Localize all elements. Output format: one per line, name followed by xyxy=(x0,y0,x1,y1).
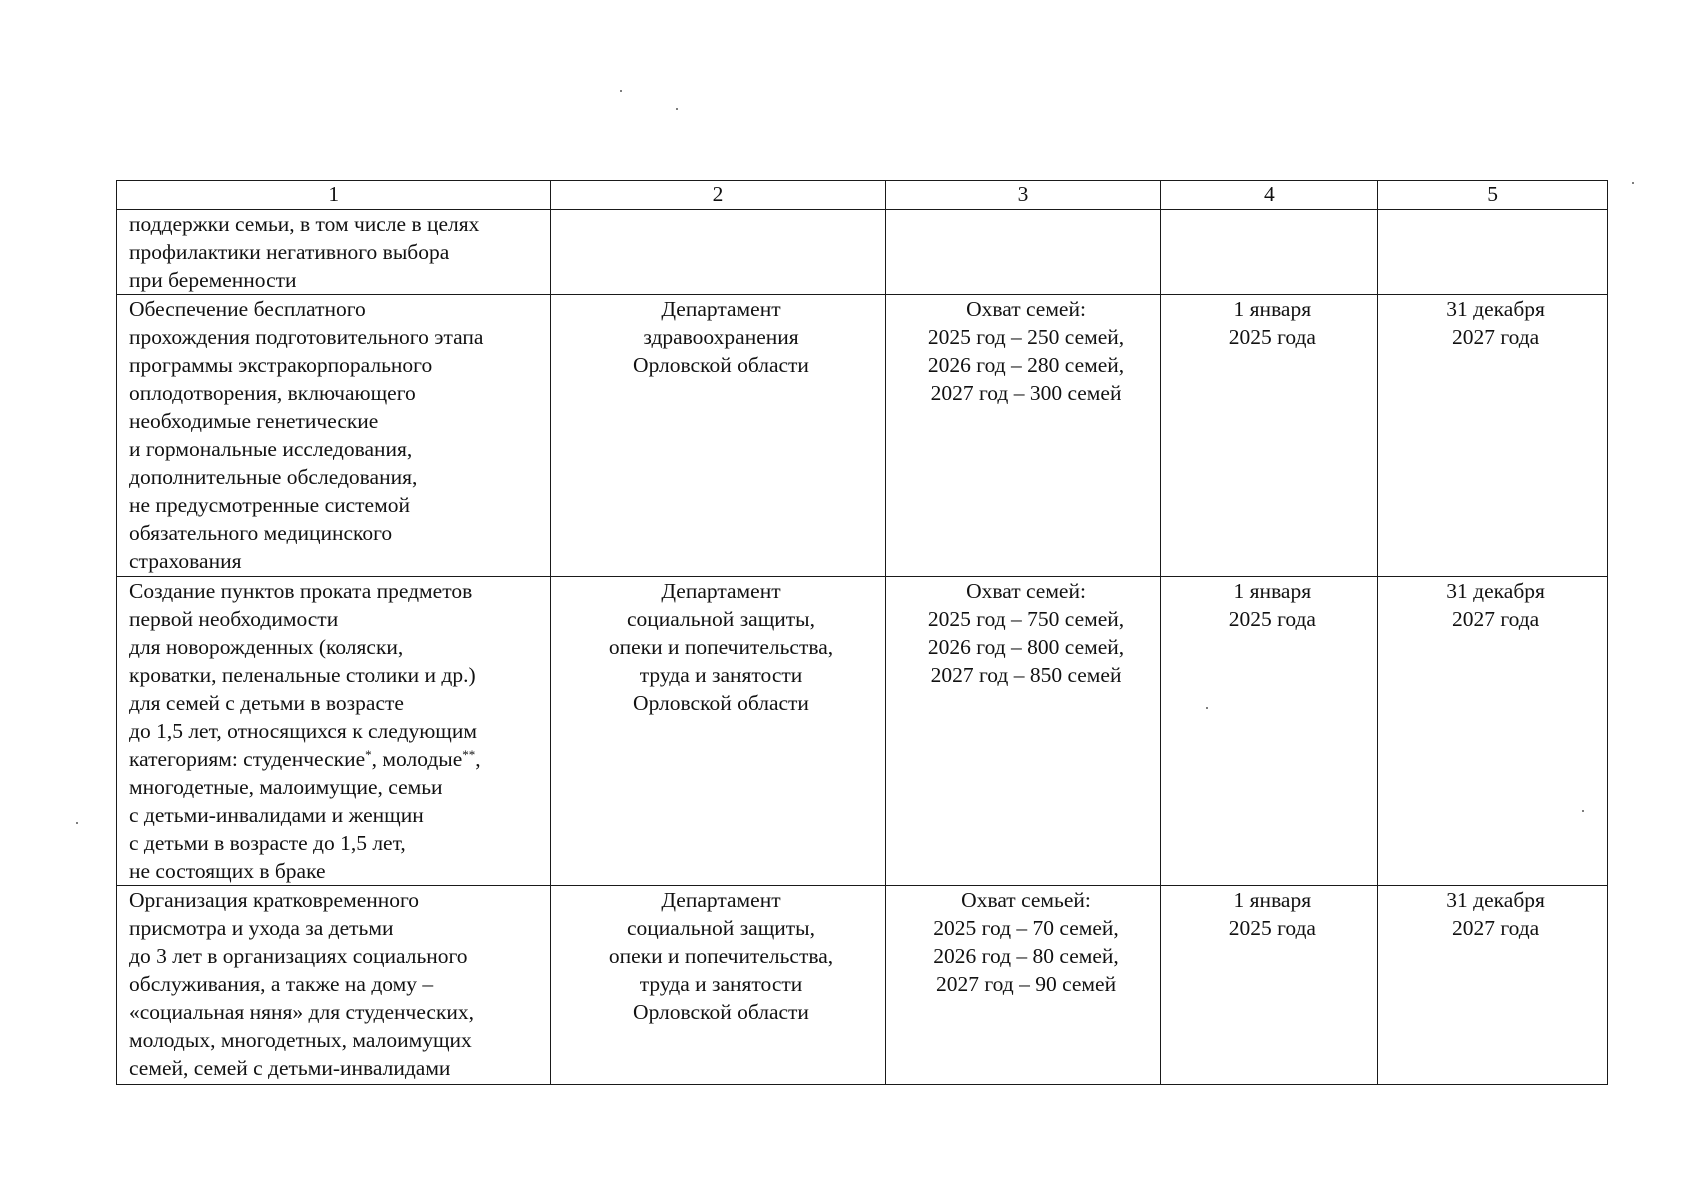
scan-speck xyxy=(1632,182,1634,184)
responsible-cell: Департамент социальной защиты, опеки и попечительства, труда и занятости Орловской области xyxy=(551,886,885,1085)
measure-text-cell: поддержки семьи, в том числе в целях профилактики негативного выбора при беременности xyxy=(117,210,551,295)
scan-speck xyxy=(76,822,78,824)
start-date-cell: 1 января 2025 года xyxy=(1161,886,1378,1085)
measure-text-part: , многодетные, малоимущие, семьи с детьми-инвалидами и женщин с детьми в возрасте до 1,5 лет, не состоящих в браке xyxy=(129,747,481,883)
start-date-cell xyxy=(1161,210,1378,295)
table-header-row xyxy=(117,181,1608,210)
column-number-2: 2 xyxy=(551,181,885,210)
table-row xyxy=(117,295,1608,577)
start-date-cell: 1 января 2025 года xyxy=(1161,577,1378,886)
measure-text-cell xyxy=(117,577,551,886)
end-date-cell: 31 декабря 2027 года xyxy=(1378,886,1608,1085)
end-date-cell xyxy=(1378,210,1608,295)
column-number-1: 1 xyxy=(117,181,551,210)
column-number-3: 3 xyxy=(885,181,1161,210)
responsible-cell: Департамент социальной защиты, опеки и попечительства, труда и занятости Орловской области xyxy=(551,577,885,886)
table-row xyxy=(117,577,1608,886)
coverage-cell: Охват семей: 2025 год – 250 семей, 2026 год – 280 семей, 2027 год – 300 семей xyxy=(885,295,1161,577)
scan-speck xyxy=(620,90,622,92)
responsible-cell xyxy=(551,210,885,295)
measure-text-cell: Организация кратковременного присмотра и ухода за детьми до 3 лет в организациях социального обслуживания, а также на дому – «социальная няня» для студенческих, молодых, многодетных, малоимущих семей, семей с детьми-инвалидами xyxy=(117,886,551,1085)
footnote-marker: * xyxy=(365,747,372,762)
measure-text-part: , молодые xyxy=(371,747,463,771)
end-date-cell: 31 декабря 2027 года xyxy=(1378,295,1608,577)
table-row xyxy=(117,210,1608,295)
footnote-marker: ** xyxy=(462,747,476,762)
measures-table xyxy=(116,180,1608,1085)
measure-text-part: Создание пунктов проката предметов первой необходимости для новорожденных (коляски, кроватки, пеленальные столики и др.) для семей с детьми в возрасте до 1,5 лет, относящихся к следующим категориям: студенческие xyxy=(129,579,477,771)
column-number-4: 4 xyxy=(1161,181,1378,210)
coverage-cell xyxy=(885,210,1161,295)
responsible-cell: Департамент здравоохранения Орловской области xyxy=(551,295,885,577)
table-row xyxy=(117,886,1608,1085)
column-number-5: 5 xyxy=(1378,181,1608,210)
coverage-cell: Охват семей: 2025 год – 750 семей, 2026 год – 800 семей, 2027 год – 850 семей xyxy=(885,577,1161,886)
start-date-cell: 1 января 2025 года xyxy=(1161,295,1378,577)
end-date-cell: 31 декабря 2027 года xyxy=(1378,577,1608,886)
measure-text-cell: Обеспечение бесплатного прохождения подготовительного этапа программы экстракорпорального оплодотворения, включающего необходимые генетические и гормональные исследования, дополнительные обследования, не предусмотренные системой обязательного медицинского страхования xyxy=(117,295,551,577)
scan-speck xyxy=(676,108,678,110)
coverage-cell: Охват семьей: 2025 год – 70 семей, 2026 год – 80 семей, 2027 год – 90 семей xyxy=(885,886,1161,1085)
